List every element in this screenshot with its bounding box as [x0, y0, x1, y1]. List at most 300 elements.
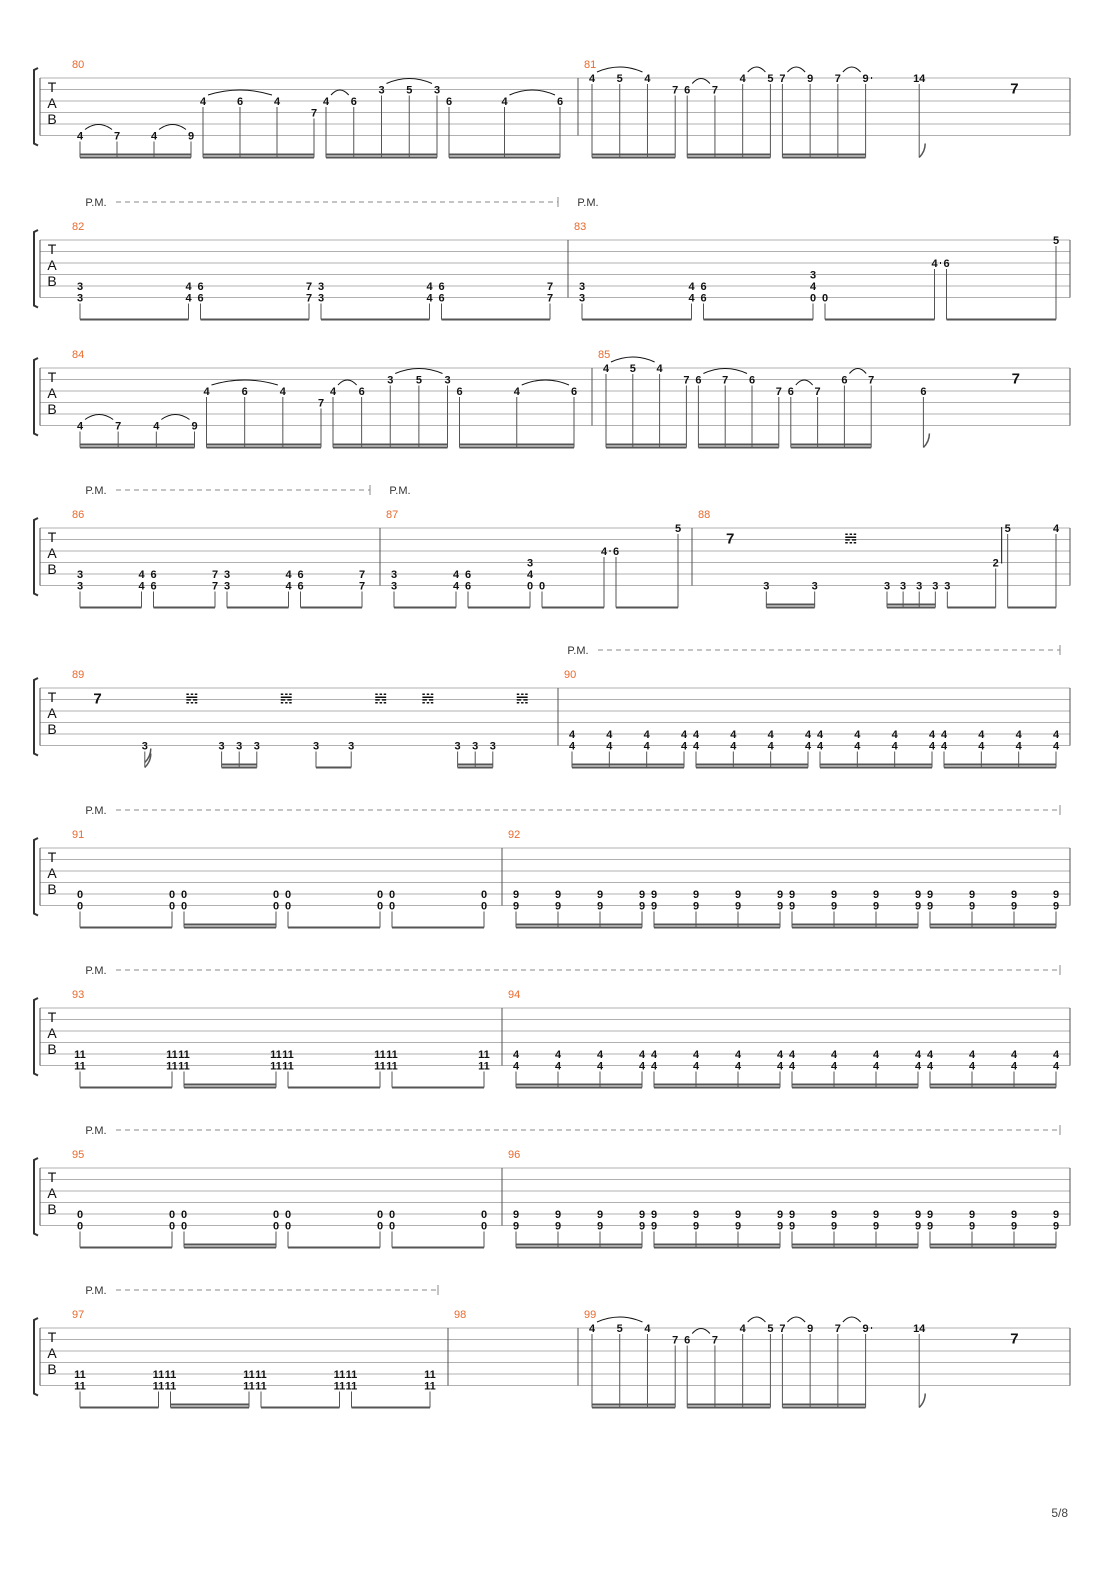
sixteenth-rest-icon: 𝍁 [279, 690, 294, 708]
tab-clef-letter: T [47, 849, 57, 865]
tab-fret-number: 0 [180, 889, 188, 901]
tab-fret-number: 9 [692, 1220, 700, 1233]
tab-clef-letter: A [47, 1345, 57, 1361]
tab-fret-number: 0 [538, 580, 546, 593]
tie-arc [703, 369, 747, 374]
tab-fret-number: 9 [872, 900, 880, 913]
tab-clef-letter: B [47, 721, 57, 737]
tab-fret-number: 9 [512, 1220, 520, 1233]
tie-arc [208, 90, 272, 95]
measure-number: 81 [584, 59, 597, 71]
tab-fret-number: 11 [74, 1380, 86, 1393]
eighth-rest-icon: 7 [1010, 80, 1019, 98]
tab-fret-number: 0 [168, 1209, 176, 1221]
tab-fret-number: 3 [348, 740, 355, 753]
measure-number: 94 [508, 989, 521, 1001]
tie-arc [787, 67, 805, 72]
tab-fret-number: 9 [638, 1209, 646, 1221]
tab-fret-number: 9 [596, 889, 604, 901]
tab-fret-number: 14 [913, 73, 926, 85]
tab-fret-number: 4 [588, 1323, 596, 1335]
tab-fret-number: 0 [76, 900, 84, 913]
tab-fret-number: 4 [1052, 729, 1060, 741]
tie-arc [692, 79, 710, 84]
tab-fret-number: 0 [388, 1209, 396, 1221]
tab-fret-number: 7 [711, 84, 718, 97]
tab-fret-number: 9 [554, 900, 562, 913]
tab-fret-number: 4 [1015, 729, 1022, 741]
system-bracket [34, 1158, 38, 1236]
tab-fret-number: 4 [891, 729, 898, 741]
tab-fret-number: 9 [512, 900, 520, 913]
tie-arc [161, 415, 189, 420]
tab-fret-number: 6 [438, 292, 445, 305]
tab-fret-number: 7 [834, 1323, 841, 1335]
tab-fret-number: 4 [891, 740, 898, 753]
tie-arc [843, 1317, 861, 1322]
tab-fret-number: 11 [255, 1380, 267, 1393]
tab-fret-number: 11 [270, 1049, 282, 1061]
tab-fret-number: 0 [388, 900, 396, 913]
tab-fret-number: 4 [600, 546, 608, 558]
palm-mute-label: P.M. [567, 645, 589, 657]
tab-fret-number: 4 [804, 729, 812, 741]
tab-fret-number: 4 [680, 729, 688, 741]
sixteenth-rest-icon: 𝍁 [421, 690, 435, 708]
tab-fret-number: 5 [1052, 235, 1060, 247]
tab-fret-number: 7 [211, 580, 219, 593]
sixteenth-rest-icon: 𝍁 [844, 530, 858, 548]
tab-fret-number: 9 [638, 1220, 646, 1233]
tab-fret-number: 4 [692, 729, 700, 741]
tab-clef-letter: B [47, 561, 57, 577]
measure-number: 97 [72, 1309, 85, 1321]
tab-fret-number: 4 [1052, 523, 1060, 535]
tab-fret-number: 11 [345, 1369, 358, 1381]
sixteenth-rest-icon: 𝍁 [185, 690, 199, 708]
tab-fret-number: 3 [883, 580, 891, 593]
tab-fret-number: 11 [152, 1369, 165, 1381]
tab-clef-letter: T [47, 79, 57, 95]
tab-fret-number: 6 [612, 546, 620, 558]
tab-fret-number: 9 [1052, 900, 1060, 913]
tab-clef-letter: A [47, 1185, 57, 1201]
tab-system [34, 1285, 1070, 1408]
tab-fret-number: 6 [150, 569, 157, 581]
tab-fret-number: 4 [968, 1060, 976, 1073]
tab-fret-number: 0 [526, 580, 534, 593]
tab-fret-number: 3 [809, 269, 817, 282]
measure-number: 98 [454, 1309, 467, 1321]
tab-fret-number: 3 [317, 281, 325, 293]
tie-arc [212, 380, 278, 385]
tab-fret-number: 4 [928, 740, 936, 753]
tab-fret-number: 4 [767, 740, 774, 753]
measure-number: 86 [72, 509, 85, 521]
tab-fret-number: 11 [166, 1049, 178, 1061]
tab-fret-number: 9 [734, 889, 742, 901]
tab-fret-number: 6 [358, 386, 365, 398]
tab-fret-number: 7 [672, 1334, 679, 1347]
tab-fret-number: 4 [650, 1060, 658, 1073]
tab-system [34, 349, 1070, 448]
system-bracket [34, 68, 38, 146]
tab-fret-number: 0 [480, 1220, 488, 1233]
tab-fret-number: 11 [243, 1369, 255, 1381]
tab-fret-number: 4 [926, 1060, 934, 1073]
tab-fret-number: 9 [1010, 889, 1018, 901]
tab-fret-number: 3 [433, 84, 441, 97]
system-bracket [34, 838, 38, 916]
tab-fret-number: 4 [680, 740, 688, 753]
tab-fret-number: 11 [164, 1369, 177, 1381]
tab-fret-number: 11 [333, 1369, 346, 1381]
tab-fret-number: 9 [1010, 1220, 1018, 1233]
measure-number: 87 [386, 509, 399, 521]
tab-fret-number: 4 [568, 740, 576, 753]
tab-fret-number: 9 [692, 889, 700, 901]
tab-fret-number: 7 [310, 107, 318, 120]
tab-fret-number: 4 [804, 740, 812, 753]
tie-arc [843, 67, 861, 72]
measure-number: 92 [508, 829, 521, 841]
tab-clef-letter: A [47, 705, 57, 721]
tab-fret-number: 3 [317, 292, 325, 305]
tab-fret-number: 4 [978, 740, 985, 753]
tab-fret-number: 11 [333, 1380, 346, 1393]
tab-fret-number: 7 [779, 1323, 786, 1335]
tab-fret-number: 9 [788, 1209, 796, 1221]
tab-fret-number: 9 [596, 1209, 604, 1221]
tab-fret-number: 11 [178, 1060, 190, 1073]
tab-clef-letter: T [47, 529, 57, 545]
tab-fret-number: 6 [197, 292, 204, 305]
tab-fret-number: 9 [776, 1209, 784, 1221]
tab-fret-number: 4 [968, 1049, 976, 1061]
system-bracket [34, 998, 38, 1076]
tab-fret-number: 9 [830, 1220, 838, 1233]
tab-fret-number: 4 [329, 386, 337, 398]
tab-fret-number: 9 [926, 1209, 934, 1221]
tab-fret-number: 3 [526, 557, 534, 570]
tab-fret-number: 4 [1015, 740, 1022, 753]
tie-arc [787, 1317, 805, 1322]
tab-fret-number: 7 [672, 84, 679, 97]
tab-fret-number: 9 [872, 1209, 880, 1221]
measure-number: 82 [72, 221, 85, 233]
tab-fret-number: 4 [688, 292, 695, 305]
tab-fret-number: 6 [700, 292, 707, 305]
tab-fret-number: 4 [285, 580, 292, 593]
tab-fret-number: 0 [480, 889, 488, 901]
tab-fret-number: 9 [830, 889, 838, 901]
tab-fret-number: 3 [378, 84, 385, 97]
tab-fret-number: 6 [556, 96, 564, 108]
tab-fret-number: 3 [236, 740, 243, 753]
tab-fret-number: 0 [76, 1220, 84, 1233]
tab-fret-number: 9 [862, 1323, 869, 1335]
tab-fret-number: 4 [940, 729, 948, 741]
tab-fret-number: 9 [862, 73, 869, 85]
tab-clef-letter: T [47, 241, 57, 257]
tab-fret-number: 9 [872, 1220, 880, 1233]
tab-fret-number: 3 [944, 580, 951, 593]
tab-fret-number: 11 [478, 1049, 490, 1061]
tab-fret-number: 6 [150, 580, 157, 593]
tab-fret-number: 4 [588, 73, 596, 85]
tab-fret-number: 9 [776, 1220, 784, 1233]
tie-arc [692, 1329, 710, 1334]
tab-clef-letter: B [47, 1041, 57, 1057]
tab-fret-number: 3 [472, 740, 479, 753]
tab-fret-number: 6 [241, 386, 248, 398]
palm-mute-label: P.M. [85, 485, 107, 497]
tab-fret-number: 4 [739, 1323, 746, 1335]
tab-fret-number: 9 [914, 1220, 922, 1233]
tab-fret-number: 3 [76, 569, 84, 581]
tab-fret-number: 4 [926, 1049, 934, 1061]
tab-fret-number: 6 [456, 386, 463, 398]
tab-fret-number: 5 [406, 84, 413, 97]
tab-fret-number: 5 [616, 1323, 623, 1335]
measure-number: 99 [584, 1309, 597, 1321]
tab-fret-number: 4 [734, 1049, 742, 1061]
tab-fret-number: 4 [279, 386, 286, 398]
measure-number: 90 [564, 669, 577, 681]
tab-clef-letter: T [47, 1009, 57, 1025]
tab-fret-number: 3 [141, 740, 148, 753]
tie-arc [611, 357, 655, 362]
tab-fret-number: 3 [578, 281, 586, 293]
palm-mute-label: P.M. [85, 1285, 107, 1297]
tab-fret-number: 0 [480, 1209, 488, 1221]
tab-fret-number: 7 [779, 73, 786, 85]
tab-fret-number: 4 [788, 1049, 796, 1061]
measure-number: 95 [72, 1149, 85, 1161]
system-bracket [34, 358, 38, 436]
tab-fret-number: 4 [816, 740, 824, 753]
tab-fret-number: 3 [916, 580, 923, 593]
tab-fret-number: 4 [914, 1049, 922, 1061]
tab-system [34, 59, 1070, 158]
tab-system [34, 645, 1070, 768]
tab-fret-number: 11 [74, 1060, 86, 1073]
tab-fret-number: 11 [243, 1380, 255, 1393]
tab-fret-number: 4 [928, 729, 936, 741]
measure-number: 83 [574, 221, 587, 233]
tab-fret-number: 3 [223, 580, 231, 593]
tab-fret-number: 6 [236, 96, 244, 108]
tab-fret-number: 4 [596, 1049, 604, 1061]
tab-fret-number: 3 [76, 580, 84, 593]
tab-fret-number: 4 [688, 281, 695, 293]
tab-fret-number: 4 [776, 1060, 784, 1073]
tab-fret-number: 3 [390, 580, 398, 593]
tab-fret-number: 6 [684, 1334, 691, 1347]
tie-arc [796, 380, 813, 385]
tab-fret-number: 9 [596, 1220, 604, 1233]
tie-arc [597, 1317, 642, 1322]
tab-fret-number: 9 [554, 1209, 562, 1221]
tab-fret-number: 7 [358, 569, 366, 581]
tab-fret-number: 4 [638, 1049, 646, 1061]
tab-clef-letter: B [47, 881, 57, 897]
eighth-rest-icon: 7 [725, 530, 735, 548]
tab-fret-number: 6 [464, 580, 472, 593]
tab-fret-number: 6 [841, 374, 848, 387]
measure-number: 88 [698, 509, 711, 521]
tab-fret-number: 0 [180, 1209, 188, 1221]
tab-clef-letter: T [47, 1329, 57, 1345]
palm-mute-label: P.M. [389, 485, 411, 497]
tab-system [34, 1125, 1070, 1248]
tie-arc [85, 415, 113, 420]
tab-fret-number: 0 [376, 889, 384, 901]
tab-fret-number: 4 [816, 729, 824, 741]
tab-fret-number: 4 [730, 740, 737, 753]
measure-number: 80 [72, 59, 85, 71]
tab-clef-letter: A [47, 95, 57, 111]
tab-fret-number: 14 [913, 1323, 926, 1335]
tab-fret-number: 9 [914, 1209, 922, 1221]
tab-fret-number: 4 [650, 1049, 658, 1061]
tab-fret-number: 4 [606, 740, 613, 753]
tab-fret-number: 9 [1010, 900, 1018, 913]
tab-fret-number: 4 [596, 1060, 604, 1073]
tab-fret-number: 9 [512, 1209, 520, 1221]
tab-fret-number: 9 [926, 900, 934, 913]
system-bracket [34, 678, 38, 756]
palm-mute-label: P.M. [85, 1125, 107, 1137]
tab-fret-number: 4 [452, 569, 460, 581]
system-bracket [34, 1318, 38, 1396]
tab-clef-letter: A [47, 385, 57, 401]
tab-fret-number: 4 [931, 258, 938, 270]
tab-fret-number: 4 [1052, 1049, 1060, 1061]
tab-fret-number: 4 [512, 1049, 520, 1061]
tab-fret-number: 6 [445, 96, 453, 108]
tab-fret-number: 4 [76, 130, 84, 143]
tab-fret-number: 11 [424, 1380, 436, 1393]
tab-fret-number: 11 [374, 1049, 386, 1061]
tab-clef-letter: A [47, 1025, 57, 1041]
tab-system [34, 197, 1070, 320]
measure-number: 84 [72, 349, 85, 361]
palm-mute-label: P.M. [85, 197, 107, 209]
tab-fret-number: 11 [345, 1380, 358, 1393]
tab-fret-number: 6 [700, 281, 707, 293]
tab-fret-number: 9 [807, 73, 814, 85]
tab-fret-number: 11 [166, 1060, 178, 1073]
tab-fret-number: 9 [596, 900, 604, 913]
tab-fret-number: 4 [734, 1060, 742, 1073]
tab-fret-number: 9 [734, 1209, 742, 1221]
tab-fret-number: 7 [546, 281, 554, 293]
tab-fret-number: 0 [272, 900, 280, 913]
tab-fret-number: 7 [211, 569, 219, 581]
tab-fret-number: 4 [322, 96, 330, 108]
tie-arc [159, 125, 186, 130]
tab-fret-number: 4 [854, 729, 861, 741]
tab-fret-number: 6 [438, 281, 445, 293]
tab-fret-number: 9 [650, 889, 658, 901]
tab-fret-number: 9 [788, 900, 796, 913]
tab-fret-number: 3 [489, 740, 496, 753]
tab-fret-number: 4 [854, 740, 861, 753]
tab-fret-number: 7 [868, 374, 875, 387]
tab-fret-number: 9 [734, 1220, 742, 1233]
tab-fret-number: 3 [932, 580, 939, 593]
tab-fret-number: 3 [390, 569, 398, 581]
measure-number: 96 [508, 1149, 521, 1161]
system-bracket [34, 518, 38, 596]
tab-clef-letter: A [47, 257, 57, 273]
tab-clef-letter: B [47, 401, 57, 417]
tab-fret-number: 9 [926, 1220, 934, 1233]
tab-fret-number: 11 [282, 1049, 294, 1061]
tab-fret-number: 9 [788, 889, 796, 901]
tab-fret-number: 0 [76, 1209, 84, 1221]
tab-fret-number: 9 [1052, 889, 1060, 901]
tab-fret-number: 6 [464, 569, 472, 581]
tab-fret-number: 9 [788, 1220, 796, 1233]
tab-fret-number: 9 [191, 420, 198, 433]
tab-fret-number: 9 [554, 1220, 562, 1233]
tab-fret-number: 4 [568, 729, 576, 741]
tab-fret-number: 4 [644, 73, 651, 85]
tab-fret-number: 4 [554, 1060, 562, 1073]
tab-fret-number: 9 [734, 900, 742, 913]
tab-fret-number: 0 [284, 1220, 292, 1233]
tie-arc [338, 380, 357, 385]
note-flag [919, 1394, 925, 1408]
tab-fret-number: 9 [650, 1220, 658, 1233]
tab-fret-number: 9 [968, 1220, 976, 1233]
tab-fret-number: 4 [606, 729, 613, 741]
tie-arc [748, 1317, 766, 1322]
tie-arc [395, 369, 442, 374]
tab-fret-number: 4 [692, 1049, 700, 1061]
tab-fret-number: 3 [253, 740, 260, 753]
tab-fret-number: 9 [638, 900, 646, 913]
tab-fret-number: 5 [674, 523, 682, 535]
tab-fret-number: 7 [317, 397, 325, 410]
tab-system [34, 965, 1070, 1088]
tab-fret-number: 9 [830, 1209, 838, 1221]
palm-mute-label: P.M. [85, 805, 107, 817]
tab-fret-number: 4 [452, 580, 460, 593]
tab-fret-number: 4 [512, 1060, 520, 1073]
tab-fret-number: 9 [692, 900, 700, 913]
tab-fret-number: 4 [1010, 1049, 1018, 1061]
tab-fret-number: 4 [138, 569, 145, 581]
tab-fret-number: 0 [376, 900, 384, 913]
tab-fret-number: 4 [426, 281, 433, 293]
tab-fret-number: 9 [926, 889, 934, 901]
measure-number: 89 [72, 669, 85, 681]
tab-fret-number: 0 [168, 889, 176, 901]
page-number: 5/8 [1051, 1506, 1068, 1520]
tab-fret-number: 5 [629, 363, 636, 375]
tab-fret-number: 0 [376, 1220, 384, 1233]
tab-fret-number: 0 [180, 900, 188, 913]
tab-fret-number: 4 [776, 1049, 784, 1061]
sixteenth-rest-icon: 𝍁 [374, 690, 388, 708]
tie-arc [331, 90, 349, 95]
tab-fret-number: 4 [644, 1323, 651, 1335]
tab-fret-number: 6 [684, 84, 691, 97]
tab-fret-number: 4 [914, 1060, 922, 1073]
